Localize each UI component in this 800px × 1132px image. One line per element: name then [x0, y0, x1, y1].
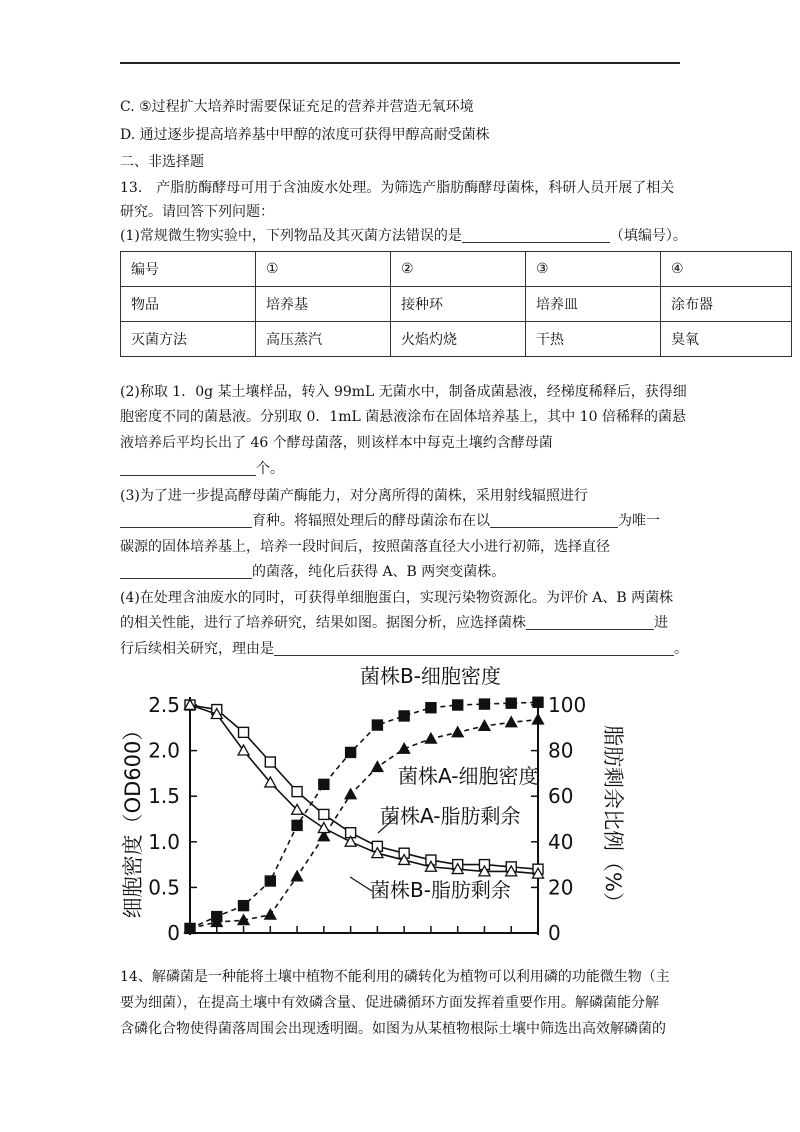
answer-blank-3	[120, 513, 252, 528]
table-cell: ①	[256, 252, 391, 287]
table-cell: ③	[526, 252, 661, 287]
question-13-part-2-cont	[120, 460, 284, 478]
question-13-part-1	[120, 227, 687, 245]
question-14-text-cont: 含磷化合物使得菌落周围会出现透明圈。如图为从某植物根际土壤中筛选出高效解磷菌的	[120, 1021, 666, 1037]
data-point	[292, 820, 302, 830]
right-y-axis-title: 脂肪剩余比例（%）	[601, 725, 625, 913]
right-y-tick-label: 40	[548, 829, 574, 854]
data-point	[292, 787, 302, 797]
header-rule	[120, 62, 680, 64]
data-point	[453, 700, 463, 710]
question-13-part-3-cont: 碳源的固体培养基上，培养一段时间后，按照菌落直径大小进行初筛，选择直径	[120, 539, 610, 555]
part-1-suffix: （填编号）。	[609, 228, 687, 244]
section-heading: 二、非选择题	[120, 154, 204, 170]
series-annotation: 菌株A-细胞密度	[398, 764, 539, 788]
part-2-suffix: 个。	[256, 461, 284, 477]
table-row	[121, 252, 792, 287]
part-4-end: 。	[674, 641, 688, 657]
question-13-part-3: (3)为了进一步提高酵母菌产酶能力，对分离所得的菌株，采用射线辐照进行	[120, 488, 588, 504]
option-d: D. 通过逐步提高培养基中甲醇的浓度可获得甲醇高耐受菌株	[120, 127, 490, 143]
series-annotation: 菌株A-脂肪剩余	[380, 804, 521, 828]
table-cell: 灭菌方法	[121, 322, 256, 357]
right-y-tick-label: 100	[548, 693, 587, 717]
answer-blank-7	[274, 641, 674, 656]
table-cell: 培养基	[256, 287, 391, 322]
answer-blank-6	[526, 615, 654, 630]
sterilization-table	[120, 251, 792, 357]
data-point	[239, 901, 249, 911]
right-y-tick-label: 0	[548, 921, 561, 945]
data-point	[479, 699, 489, 709]
table-cell: 臭氧	[661, 322, 792, 357]
question-13-part-2: (2)称取 1．0g 某土壤样品，转入 99mL 无菌水中，制备成菌悬液，经梯度稀释后，获得细	[120, 384, 687, 400]
question-13-part-2-cont: 胞密度不同的菌悬液。分别取 0．1mL 菌悬液涂布在固体培养基上，其中 10 倍稀释的菌悬	[120, 409, 686, 425]
growth-fat-chart	[110, 655, 700, 960]
left-y-tick-label: 1.0	[148, 829, 180, 854]
table-cell: 高压蒸汽	[256, 322, 391, 357]
table-cell: 物品	[121, 287, 256, 322]
data-point	[506, 717, 517, 727]
question-14-text: 14、解磷菌是一种能将土壤中植物不能利用的磷转化为植物可以利用磷的功能微生物（主	[120, 969, 670, 985]
chart-axes	[121, 693, 625, 945]
question-13-part-3-cont	[120, 512, 660, 530]
question-13-intro-cont: 研究。请回答下列问题：	[120, 204, 274, 220]
data-point	[399, 711, 409, 721]
answer-blank-4	[490, 513, 618, 528]
right-y-tick-label: 60	[548, 784, 574, 809]
part-4-post: 进	[654, 615, 668, 631]
right-y-tick-label: 20	[548, 875, 574, 900]
question-13-intro: 13. 产脂肪酶酵母可用于含油废水处理。为筛选产脂肪酶酵母菌株，科研人员开展了相关	[120, 180, 675, 196]
left-y-tick-label: 2.5	[148, 693, 180, 717]
table-row	[121, 287, 792, 322]
table-cell: 培养皿	[526, 287, 661, 322]
part-3-suffix: 的菌落，纯化后获得 A、B 两突变菌株。	[252, 564, 506, 580]
left-y-tick-label: 2.0	[148, 738, 180, 763]
left-y-axis-title: 细胞密度（OD600）	[121, 719, 145, 919]
table-cell: 火焰灼烧	[391, 322, 526, 357]
data-point	[292, 871, 303, 881]
data-point	[533, 697, 543, 707]
part-4-text: 的相关性能，进行了培养研究，结果如图。据图分析，应选择菌株	[120, 615, 526, 631]
data-point	[265, 876, 275, 886]
data-point	[319, 779, 329, 789]
left-y-tick-label: 0	[167, 921, 180, 945]
part-3-mid: 育种。将辐照处理后的酵母菌涂布在以	[252, 513, 490, 529]
data-point	[479, 720, 490, 730]
data-point	[318, 823, 329, 833]
table-cell: 干热	[526, 322, 661, 357]
data-point	[345, 789, 356, 799]
answer-blank-1	[462, 228, 610, 243]
data-point	[346, 747, 356, 757]
data-point	[265, 757, 275, 767]
option-c: C. ⑤过程扩大培养时需要保证充足的营养并营造无氧环境	[120, 99, 474, 115]
left-y-tick-label: 1.5	[148, 784, 180, 809]
question-13-part-4: (4)在处理含油废水的同时，可获得单细胞蛋白，实现污染物资源化。为评价 A、B 两菌株	[120, 590, 674, 606]
data-point	[319, 809, 329, 819]
data-point	[533, 714, 544, 724]
data-point	[239, 727, 249, 737]
series-annotation: 菌株B-脂肪剩余	[370, 878, 511, 902]
data-point	[265, 909, 276, 919]
question-13-part-3-cont	[120, 563, 505, 581]
question-13-part-2-cont: 液培养后平均长出了 46 个酵母菌落，则该样本中每克土壤约含酵母菌	[120, 435, 553, 451]
left-y-tick-label: 0.5	[148, 875, 180, 900]
table-row	[121, 322, 792, 357]
answer-blank-5	[120, 564, 252, 579]
data-point	[399, 743, 410, 753]
data-point	[452, 727, 463, 737]
series-annotation: 菌株B-细胞密度	[360, 664, 501, 688]
data-point	[425, 733, 436, 743]
data-point	[506, 698, 516, 708]
table-cell: 接种环	[391, 287, 526, 322]
part-1-text: (1)常规微生物实验中，下列物品及其灭菌方法错误的是	[120, 228, 462, 244]
table-cell: 涂布器	[661, 287, 792, 322]
table-cell: 编号	[121, 252, 256, 287]
part-3-post: 为唯一	[618, 513, 660, 529]
data-point	[426, 703, 436, 713]
data-point	[372, 762, 383, 772]
answer-blank-2	[120, 461, 256, 476]
data-point	[372, 720, 382, 730]
table-cell: ②	[391, 252, 526, 287]
table-cell: ④	[661, 252, 792, 287]
right-y-tick-label: 80	[548, 738, 574, 763]
annotation-leader	[350, 877, 372, 891]
question-13-part-4-cont	[120, 614, 668, 632]
part-4-reason: 行后续相关研究，理由是	[120, 641, 274, 657]
question-14-text-cont: 要为细菌），在提高土壤中有效磷含量、促进磷循环方面发挥着重要作用。解磷菌能分解	[120, 995, 659, 1011]
